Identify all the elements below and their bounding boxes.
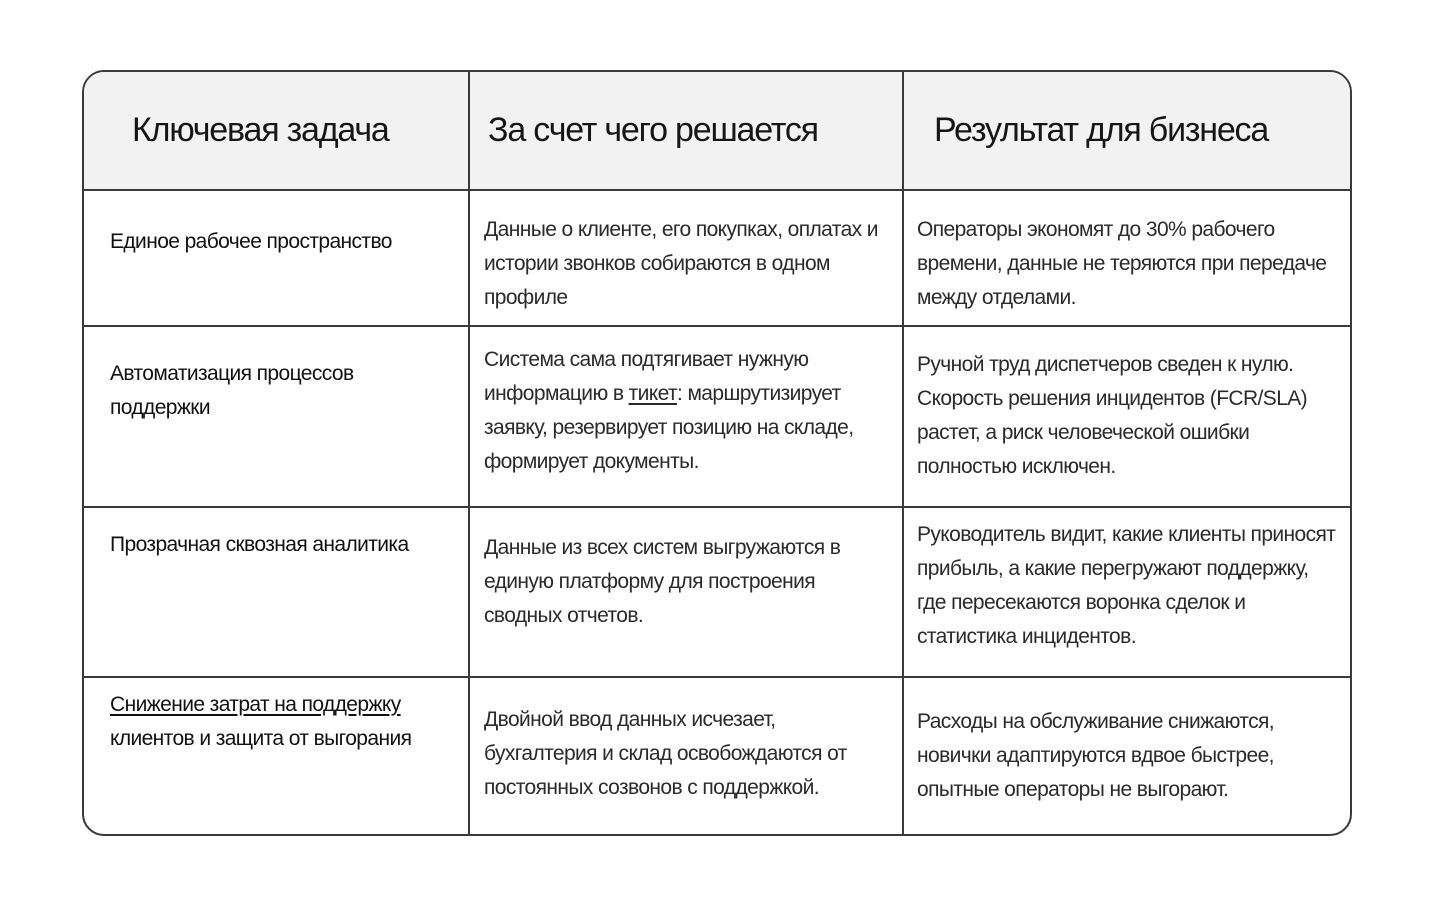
result-cell: Руководитель видит, какие клиенты приносят прибыль, а какие перегружают поддержку, где пересекаются воронка сделок и статистика инцидентов. <box>903 507 1350 677</box>
table-body <box>84 190 1350 834</box>
header-key-task: Ключевая задача <box>84 72 469 190</box>
how-cell: Данные о клиенте, его покупках, оплатах и истории звонков собираются в одном профиле <box>469 190 903 326</box>
header-how-solved: За счет чего решается <box>469 72 903 190</box>
how-text-after: : маршрутизирует заявку, резервирует позицию на складе, формирует документы. <box>484 382 854 473</box>
result-cell: Расходы на обслуживание снижаются, новички адаптируются вдвое быстрее, опытные операторы не выгорают. <box>917 710 1274 801</box>
result-cell: Ручной труд диспетчеров сведен к нулю. Скорость решения инцидентов (FCR/SLA) растет, а риск человеческой ошибки полностью исключен. <box>903 326 1350 507</box>
task-cell: Единое рабочее пространство <box>84 190 469 326</box>
ticket-link[interactable]: тикет <box>628 382 677 405</box>
task-cell: Автоматизация процессов поддержки <box>84 326 469 507</box>
header-row <box>84 72 1350 190</box>
table-row <box>84 326 1350 507</box>
task-cell: Прозрачная сквозная аналитика <box>84 507 469 677</box>
table-header <box>84 72 1350 190</box>
result-cell: Операторы экономят до 30% рабочего времени, данные не теряются при передаче между отделами. <box>903 190 1350 326</box>
how-cell: Двойной ввод данных исчезает, бухгалтерия и склад освобождаются от постоянных созвонов с поддержкой. <box>469 677 903 834</box>
how-cell: Данные из всех систем выгружаются в единую платформу для построения сводных отчетов. <box>469 507 903 677</box>
task-cell <box>84 677 469 834</box>
header-business-result: Результат для бизнеса <box>903 72 1350 190</box>
how-text-before: Система сама подтягивает нужную информацию в <box>484 348 809 405</box>
how-cell <box>469 326 903 507</box>
table-row <box>84 190 1350 326</box>
table <box>84 72 1350 834</box>
table-row <box>84 507 1350 677</box>
table-row <box>84 677 1350 834</box>
cost-reduction-link[interactable]: Снижение затрат на поддержку <box>110 693 401 716</box>
task-text-after: клиентов и защита от выгорания <box>110 727 412 750</box>
comparison-table <box>82 70 1352 836</box>
